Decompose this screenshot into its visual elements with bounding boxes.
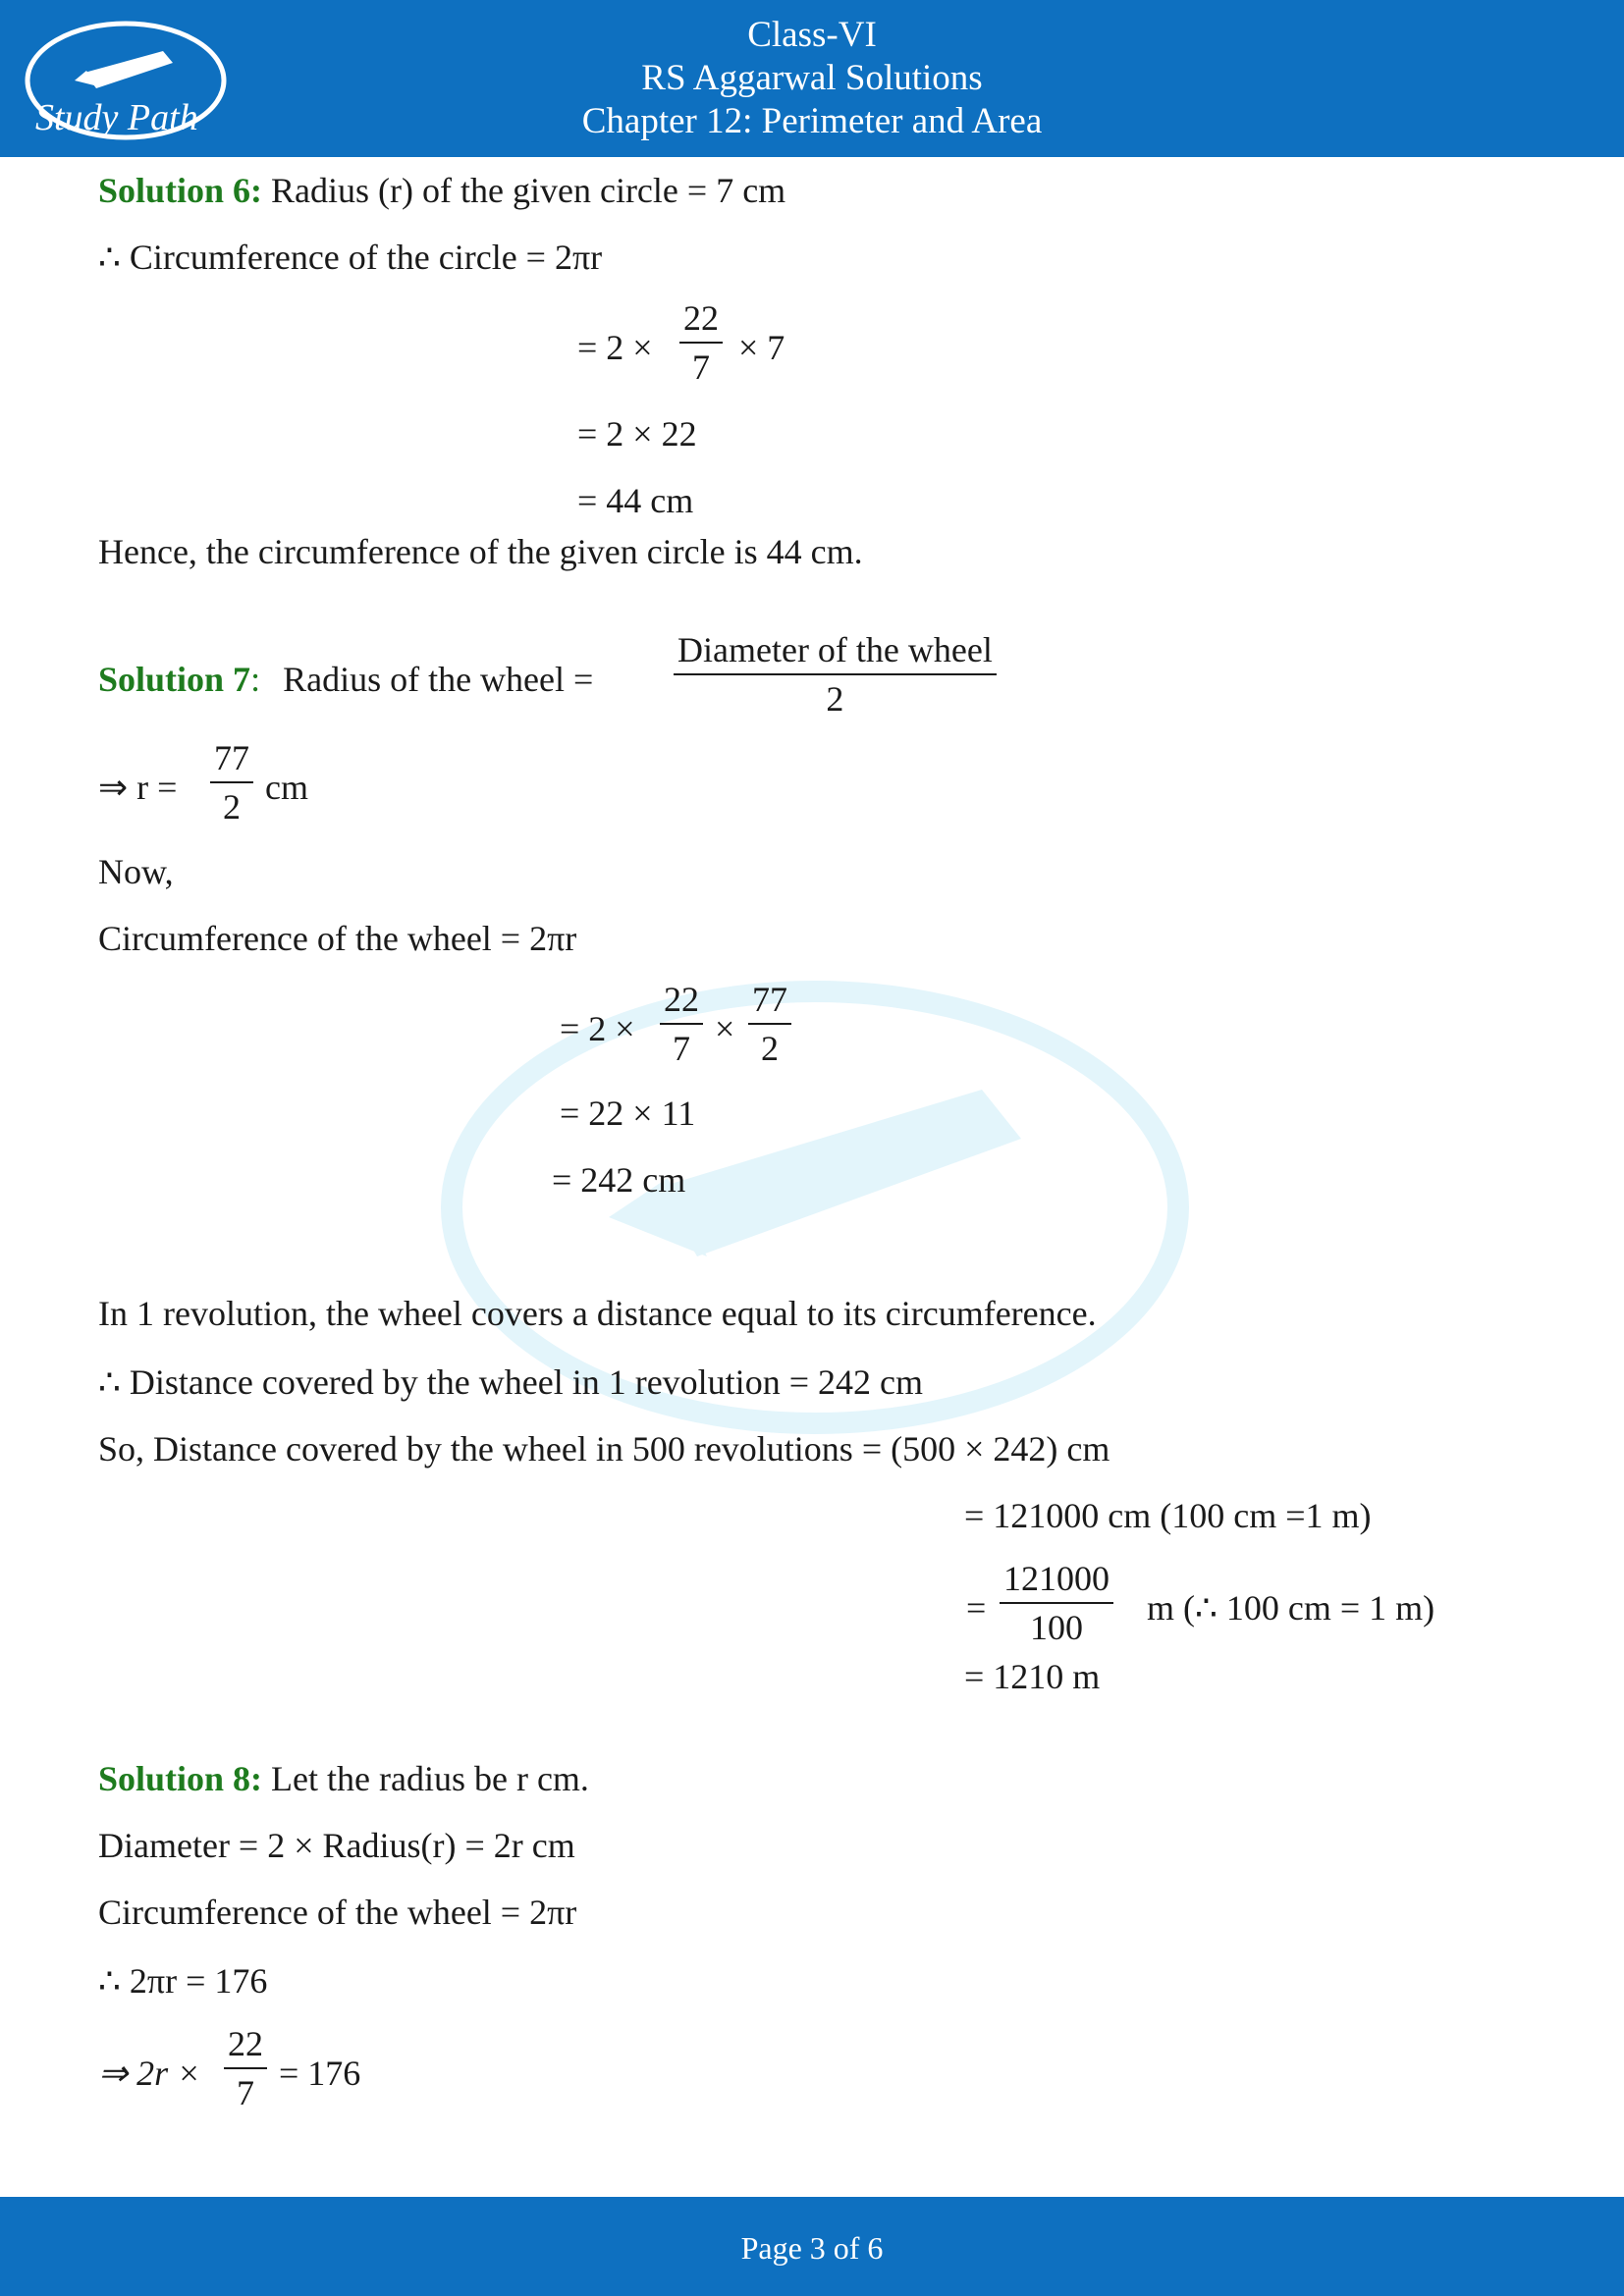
- solution-7-calc-fraction-1: 22 7: [660, 982, 703, 1066]
- solution-6-step-3: = 44 cm: [577, 481, 694, 520]
- solution-7-distance-1: = 121000 cm (100 cm =1 m): [964, 1496, 1372, 1535]
- solution-7-calc-fraction-2: 77 2: [748, 982, 791, 1066]
- svg-text:Study Path: Study Path: [35, 97, 198, 138]
- solution-7-calc-1-times: ×: [715, 1009, 735, 1048]
- solution-7-distance-2-pre: =: [966, 1588, 987, 1628]
- solution-7-circumference: Circumference of the wheel = 2πr: [98, 919, 577, 958]
- class-title: Class-VI: [747, 15, 877, 55]
- solution-8-line-1: Solution 8: Let the radius be r cm.: [98, 1759, 589, 1798]
- solution-7-calc-2: = 22 × 11: [560, 1094, 696, 1133]
- solution-7-revolution-1: In 1 revolution, the wheel covers a distance equal to its circumference.: [98, 1294, 1097, 1333]
- solution-6-step-2: = 2 × 22: [577, 414, 697, 454]
- solution-7-calc-1-pre: = 2 ×: [560, 1009, 635, 1048]
- solution-7-r-post: cm: [265, 768, 308, 807]
- solution-6-label: Solution 6:: [98, 171, 263, 210]
- solution-7-diameter-fraction: Diameter of the wheel 2: [674, 632, 997, 717]
- solution-7-r-pre: ⇒ r =: [98, 768, 178, 807]
- page-number: Page 3 of 6: [740, 2230, 884, 2266]
- solution-8-line-5-pre: ⇒ 2r ×: [98, 2054, 201, 2093]
- solution-8-label: Solution 8:: [98, 1759, 263, 1798]
- solution-7-now: Now,: [98, 852, 174, 891]
- solution-6-line-1: Solution 6: Radius (r) of the given circle = 7 cm: [98, 171, 786, 210]
- solution-6-circumference: ∴ Circumference of the circle = 2πr: [98, 238, 603, 277]
- solution-7-distance-fraction: 121000 100: [1000, 1561, 1113, 1645]
- solution-7-revolution-2: ∴ Distance covered by the wheel in 1 revolution = 242 cm: [98, 1362, 923, 1402]
- solution-8-fraction: 22 7: [224, 2026, 267, 2110]
- solution-7-calc-3: = 242 cm: [552, 1160, 686, 1200]
- solution-6-conclusion: Hence, the circumference of the given circle is 44 cm.: [98, 532, 863, 571]
- solution-6-step-1-post: × 7: [738, 328, 785, 367]
- chapter-title: Chapter 12: Perimeter and Area: [581, 101, 1043, 141]
- solution-7-r-fraction: 77 2: [210, 740, 253, 825]
- solution-7-distance-2-post: m (∴ 100 cm = 1 m): [1147, 1588, 1435, 1628]
- solution-6-fraction: 22 7: [679, 300, 723, 385]
- solution-8-line-4: ∴ 2πr = 176: [98, 1961, 268, 2001]
- solution-8-line-3: Circumference of the wheel = 2πr: [98, 1893, 577, 1932]
- page-footer: [0, 2197, 1624, 2296]
- solution-7-line-1: Solution 7: Radius of the wheel =: [98, 660, 594, 699]
- solution-7-label: Solution 7: [98, 660, 251, 699]
- solution-6-step-1-pre: = 2 ×: [577, 328, 653, 367]
- solution-7-revolution-3: So, Distance covered by the wheel in 500 revolutions = (500 × 242) cm: [98, 1429, 1110, 1468]
- solution-7-distance-3: = 1210 m: [964, 1657, 1101, 1696]
- solution-8-line-2: Diameter = 2 × Radius(r) = 2r cm: [98, 1826, 575, 1865]
- book-title: RS Aggarwal Solutions: [641, 58, 983, 98]
- solution-8-line-5-post: = 176: [279, 2054, 361, 2093]
- page-header: [0, 0, 1624, 157]
